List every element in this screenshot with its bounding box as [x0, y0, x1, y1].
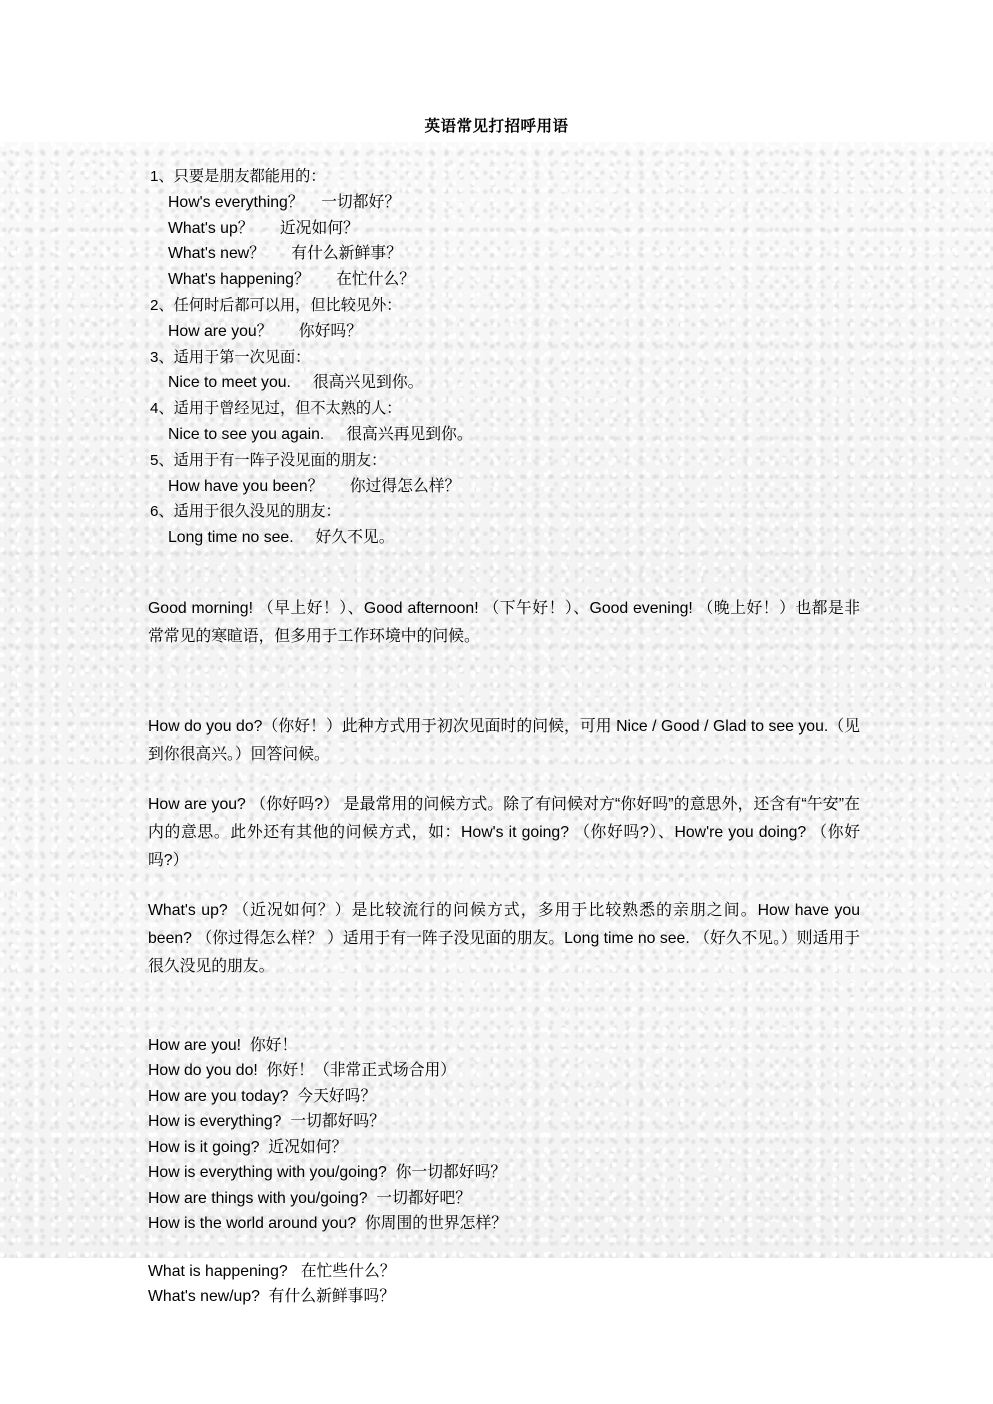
section-phrase: What's new？ 有什么新鲜事？: [168, 245, 402, 263]
section-heading: 4、适用于曾经见过，但不太熟的人：: [150, 400, 402, 418]
explanation-paragraph-1: Good morning! （早上好！）、Good afternoon! （下午好！）、Good evening! （晚上好！）也都是非常常见的寒暄语，但多用于工作环境中的问候。: [148, 599, 860, 645]
section-phrase: How have you been？ 你过得怎么样？: [168, 477, 461, 495]
section-phrase: How are you？ 你好吗？: [168, 322, 362, 340]
spacer-between-phrase-groups: [0, 1237, 993, 1259]
numbered-section-1: [0, 164, 993, 293]
section-phrase: How's everything？ 一切都好？: [168, 193, 401, 211]
phrase-line: How do you do! 你好！（非常正式场合用）: [148, 1062, 457, 1080]
section-heading: 2、任何时后都可以用，但比较见外：: [150, 296, 402, 314]
phrase-group-2: [0, 1259, 993, 1310]
spacer-before-phrase-list: [0, 981, 993, 1033]
explanation-paragraph-2: How do you do?（你好！）此种方式用于初次见面时的问候，可用 Nice / Good / Glad to see you.（见到你很高兴。）回答问候。: [148, 717, 860, 763]
section-phrase: Nice to see you again. 很高兴再见到你。: [168, 425, 473, 443]
explanation-paragraph-3: How are you? （你好吗?） 是最常用的问候方式。除了有问候对方“你好吗”的意思外，还含有“午安”在内的意思。此外还有其他的问候方式，如：How's it going? （你好吗?）、How're you doing? （你好吗?）: [148, 795, 860, 869]
section-phrase: Nice to meet you. 很高兴见到你。: [168, 374, 424, 392]
spacer-paragraph-2-3: [0, 769, 993, 791]
spacer-paragraph-1-2: [0, 651, 993, 713]
section-heading: 3、适用于第一次见面：: [150, 348, 311, 366]
numbered-section-4: [0, 396, 993, 448]
phrase-line: How is it going? 近况如何？: [148, 1138, 348, 1156]
document-title: 英语常见打招呼用语: [424, 116, 569, 135]
section-phrase: Long time no see. 好久不见。: [168, 529, 395, 547]
section-phrase: What's up？ 近况如何？: [168, 219, 359, 237]
phrase-line: How are you today? 今天好吗？: [148, 1087, 377, 1105]
section-heading: 1、只要是朋友都能用的：: [150, 168, 326, 185]
spacer-before-paragraphs: [0, 551, 993, 595]
phrase-line: How are you! 你好！: [148, 1036, 298, 1054]
document-body: [0, 142, 993, 1310]
explanation-paragraph-4: What's up? （近况如何？）是比较流行的问候方式，多用于比较熟悉的亲朋之间。How have you been? （你过得怎么样？ ）适用于有一阵子没见面的朋友。Long time no see. （好久不见。）则适用于很久没见的朋友。: [148, 901, 860, 975]
section-heading: 6、适用于很久没见的朋友：: [150, 503, 341, 521]
numbered-section-6: [0, 499, 993, 551]
spacer-paragraph-3-4: [0, 875, 993, 897]
phrase-group-1: [0, 1033, 993, 1237]
phrase-line: How is everything? 一切都好吗？: [148, 1113, 386, 1131]
section-heading: 5、适用于有一阵子没见面的朋友：: [150, 451, 387, 469]
numbered-greeting-list: [0, 164, 993, 551]
phrase-line: What is happening? 在忙些什么？: [148, 1262, 396, 1280]
phrase-line: How is the world around you? 你周围的世界怎样？: [148, 1215, 508, 1233]
numbered-section-3: [0, 345, 993, 397]
numbered-section-5: [0, 448, 993, 500]
phrase-line: How are things with you/going? 一切都好吧？: [148, 1189, 472, 1207]
phrase-line: How is everything with you/going? 你一切都好吗？: [148, 1164, 507, 1182]
phrase-line: What's new/up? 有什么新鲜事吗？: [148, 1288, 396, 1306]
section-phrase: What's happening？ 在忙什么？: [168, 271, 416, 289]
numbered-section-2: [0, 293, 993, 345]
spacer-top: [0, 142, 993, 164]
